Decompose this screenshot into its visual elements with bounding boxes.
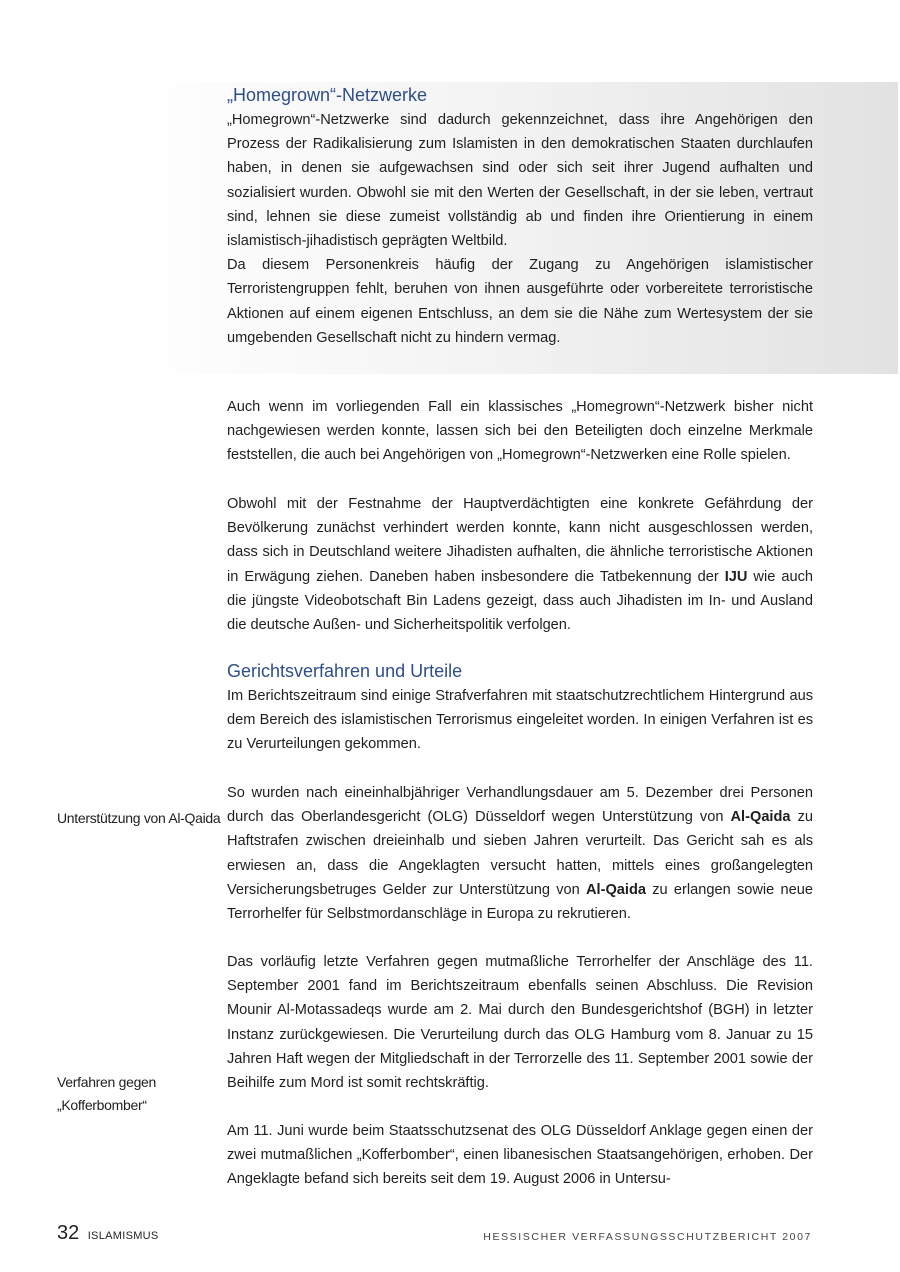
body-paragraph-6: Am 11. Juni wurde beim Staatsschutzsenat des OLG Düsseldorf Anklage gegen einen der zwei mutmaßlichen „Kofferbomber“, einen libanesischen Staatsangehörigen, erhoben. Der Angeklagte befand sich bereits seit dem 19. August 2006 in Untersu- <box>227 1123 813 1188</box>
info-box-content <box>227 84 813 350</box>
margin-note-kofferbomber-line-2: „Kofferbomber“ <box>57 1097 147 1113</box>
info-box-paragraph-1: „Homegrown“-Netzwerke sind dadurch gekennzeichnet, dass ihre Angehörigen den Prozess der Radikalisierung zum Islamisten in den demokratischen Staaten durchlaufen haben, in denen sie aufgewachsen sind oder sich seit ihrer Jugend aufhalten und sozialisiert wurden. Obwohl sie mit den Werten der Gesellschaft, in der sie leben, vertraut sind, lehnen sie diese zumeist vollständig ab und finden ihre Orientierung in einem islamistisch-jihadistisch geprägten Weltbild. <box>227 112 813 250</box>
body-paragraph-1: Auch wenn im vorliegenden Fall ein klassisches „Homegrown“-Netzwerk bisher nicht nachgewiesen werden konnte, lassen sich bei den Beteiligten doch einzelne Merkmale feststellen, die auch bei Angehörigen von „Homegrown“-Netzwerken eine Rolle spielen. <box>227 399 813 464</box>
al-qaida-bold-2: Al-Qaida <box>585 881 646 898</box>
margin-note-al-qaida: Unterstützung von Al-Qaida <box>57 810 221 826</box>
body-paragraph-4-block <box>227 781 813 926</box>
court-section <box>227 660 813 757</box>
body-paragraph-6-block <box>227 1119 813 1192</box>
body-paragraph-2: Obwohl mit der Festnahme der Hauptverdächtigten eine konkrete Gefährdung der Bevölkerung zunächst verhindert werden konnte, kann nicht ausgeschlossen werden, dass sich in Deutschland weitere Jihadisten aufhalten, die ähnliche terroristische Aktionen in Erwägung ziehen. Daneben haben insbesondere die Tatbekennung der IJU wie auch die jüngste Videobotschaft Bin Ladens gezeigt, dass auch Jihadisten im In- und Ausland die deutsche Außen- und Sicherheitspolitik verfolgen. <box>227 496 813 634</box>
page-number: 32 <box>57 1222 80 1244</box>
iju-bold: IJU <box>724 568 748 585</box>
body-paragraph-2-block <box>227 492 813 637</box>
margin-note-kofferbomber-line-1: Verfahren gegen <box>57 1074 157 1090</box>
info-box-title: „Homegrown“-Netzwerke <box>227 85 428 105</box>
footer-left <box>57 1222 159 1245</box>
section-title-court: Gerichtsverfahren und Urteile <box>227 661 463 681</box>
info-box-paragraph-2: Da diesem Personenkreis häufig der Zugang zu Angehörigen islamistischer Terroristengruppen fehlt, beruhen von ihnen ausgeführte oder vorbereitete terroristische Aktionen auf einem eigenen Entschluss, an dem sie die Nähe zum Wertesystem der sie umgebenden Gesellschaft nicht zu hindern vermag. <box>227 257 813 346</box>
al-qaida-bold-1: Al-Qaida <box>730 809 791 826</box>
footer-report-title: HESSISCHER VERFASSUNGSSCHUTZBERICHT 2007 <box>483 1231 812 1243</box>
body-paragraph-4: So wurden nach eineinhalbjähriger Verhandlungsdauer am 5. Dezember drei Personen durch das Oberlandesgericht (OLG) Düsseldorf wegen Unterstützung von Al-Qaida zu Haftstrafen zwischen dreieinhalb und sieben Jahren verurteilt. Das Gericht sah es als erwiesen an, dass die Angeklagten versucht hatten, mittels eines großangelegten Versicherungsbetruges Gelder zur Unterstützung von Al-Qaida zu erlangen sowie neue Terrorhelfer für Selbstmordanschläge in Europa zu rekrutieren. <box>227 785 814 923</box>
body-paragraph-3: Im Berichtszeitraum sind einige Strafverfahren mit staatschutzrechtlichem Hintergrund aus dem Bereich des islamistischen Terrorismus eingeleitet worden. In einigen Verfahren ist es zu Verurteilungen gekommen. <box>227 688 813 753</box>
margin-note-kofferbomber <box>57 1071 156 1117</box>
body-paragraph-5: Das vorläufig letzte Verfahren gegen mutmaßliche Terrorhelfer der Anschläge des 11. September 2001 fand im Berichtszeitraum ebenfalls seinen Abschluss. Die Revision Mounir Al-Motassadeqs wurde am 2. Mai durch den Bundesgerichtshof (BGH) in letzter Instanz zurückgewiesen. Die Verurteilung durch das OLG Hamburg vom 8. Januar zu 15 Jahren Haft wegen der Mitgliedschaft in der Terrorzelle des 11. September 2001 sowie der Beihilfe zum Mord ist somit rechtskräftig. <box>227 954 813 1092</box>
body-paragraph-1-block <box>227 395 813 468</box>
footer-section-name: ISLAMISMUS <box>87 1230 159 1242</box>
body-paragraph-5-block <box>227 950 813 1095</box>
